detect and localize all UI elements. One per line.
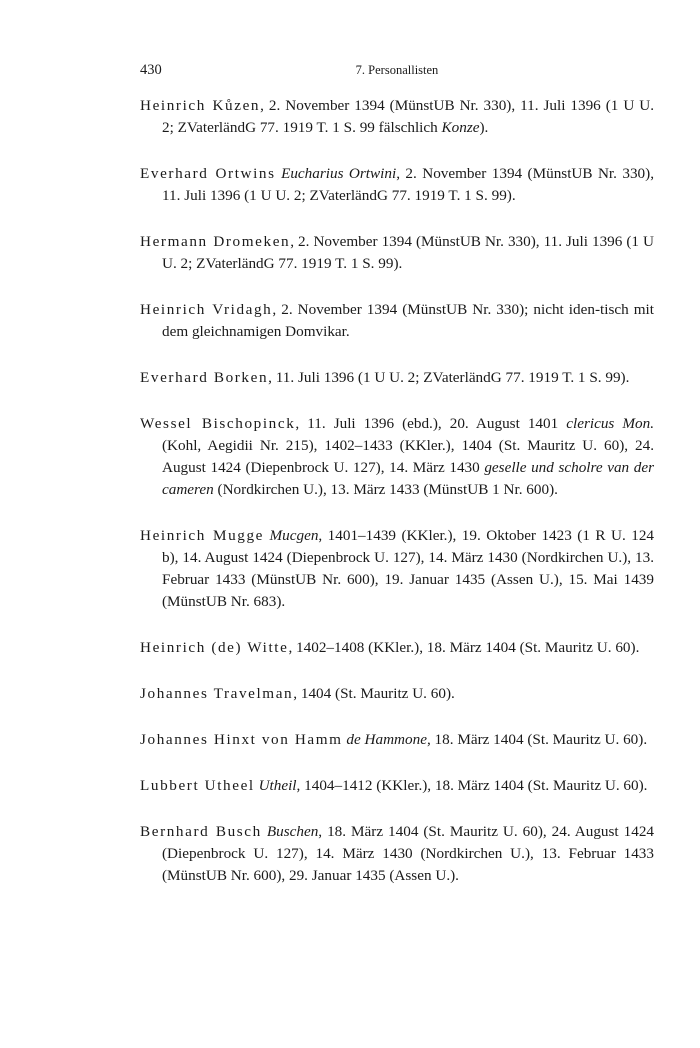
entry-text: , 1402–1408 (KKler.), 18. März 1404 (St. Mauritz U. 60).: [288, 639, 640, 656]
book-page: [140, 62, 654, 911]
entry-text: ).: [479, 119, 489, 136]
italic-text: Konze: [441, 119, 480, 136]
page-number: 430: [140, 62, 162, 78]
italic-text: Buschen: [266, 823, 319, 840]
list-entry: [140, 413, 654, 501]
person-name: Heinrich (de) Witte: [140, 639, 289, 656]
italic-text: Mucgen: [269, 527, 319, 544]
list-entry: [140, 95, 654, 139]
entry-text: , 1404–1412 (KKler.), 18. März 1404 (St. Mauritz U. 60).: [296, 777, 648, 794]
person-name: Bernhard Busch: [140, 823, 262, 840]
person-name: Everhard Borken: [140, 369, 269, 386]
person-name: Heinrich Kůzen: [140, 97, 261, 114]
personnel-list: [140, 95, 654, 887]
list-entry: [140, 525, 654, 613]
list-entry: [140, 821, 654, 887]
entry-text: (Kohl, Aegidii Nr. 215), 1402–1433 (KKler.), 1404 (St. Mauritz U. 60), 24. August 1424 (Diepenbrock U. 127), 14. März 1430: [162, 437, 654, 476]
running-head: 7. Personallisten: [355, 63, 439, 77]
person-name: Johannes Hinxt von Hamm: [140, 731, 343, 748]
entry-text: , 2. November 1394 (MünstUB Nr. 330); nicht iden-tisch mit dem gleichnamigen Domvikar.: [162, 301, 654, 340]
page-header: [140, 62, 654, 82]
list-entry: [140, 367, 654, 389]
person-name: Heinrich Mugge: [140, 527, 265, 544]
entry-text: , 2. November 1394 (MünstUB Nr. 330), 11. Juli 1396 (1 U U. 2; ZVaterländG 77. 1919 T. 1 S. 99).: [162, 233, 654, 272]
entry-text: , 18. März 1404 (St. Mauritz U. 60).: [426, 731, 648, 748]
person-name: Wessel Bischopinck: [140, 415, 296, 432]
person-name: Heinrich Vridagh: [140, 301, 273, 318]
entry-text: , 18. März 1404 (St. Mauritz U. 60), 24. August 1424 (Diepenbrock U. 127), 14. März 1430 (Nordkirchen U.), 13. Februar 1433 (MünstUB Nr. 600), 29. Januar 1435 (Assen U.).: [162, 823, 655, 884]
person-name: Everhard Ortwins: [140, 165, 276, 182]
italic-text: geselle und scholre van der cameren: [162, 459, 654, 498]
italic-text: de Hammone: [346, 731, 427, 748]
entry-text: , 11. Juli 1396 (1 U U. 2; ZVaterländG 77. 1919 T. 1 S. 99).: [268, 369, 630, 386]
list-entry: [140, 729, 654, 751]
italic-text: Utheil: [258, 777, 297, 794]
entry-text: , 11. Juli 1396 (ebd.), 20. August 1401: [295, 415, 567, 432]
entry-text: , 2. November 1394 (MünstUB Nr. 330), 11. Juli 1396 (1 U U. 2; ZVaterländG 77. 1919 T. 1 S. 99 fälschlich: [162, 97, 655, 136]
italic-text: Eucharius Ortwini: [281, 165, 397, 182]
entry-text: (Nordkirchen U.), 13. März 1433 (MünstUB 1 Nr. 600).: [213, 481, 558, 498]
person-name: Johannes Travelman: [140, 685, 294, 702]
list-entry: [140, 683, 654, 705]
list-entry: [140, 637, 654, 659]
entry-text: , 1404 (St. Mauritz U. 60).: [293, 685, 455, 702]
entry-text: , 1401–1439 (KKler.), 19. Oktober 1423 (1 R U. 124 b), 14. August 1424 (Diepenbrock U. 127), 14. März 1430 (Nordkirchen U.), 13. Februar 1433 (MünstUB Nr. 600), 19. Januar 1435 (Assen U.), 15. Mai 1439 (MünstUB Nr. 683).: [162, 527, 655, 610]
entry-text: , 2. November 1394 (MünstUB Nr. 330), 11. Juli 1396 (1 U U. 2; ZVaterländG 77. 1919 T. 1 S. 99).: [162, 165, 655, 204]
list-entry: [140, 231, 654, 275]
person-name: Lubbert Utheel: [140, 777, 255, 794]
italic-text: clericus Mon.: [566, 415, 654, 432]
person-name: Hermann Dromeken: [140, 233, 291, 250]
list-entry: [140, 299, 654, 343]
list-entry: [140, 163, 654, 207]
list-entry: [140, 775, 654, 797]
